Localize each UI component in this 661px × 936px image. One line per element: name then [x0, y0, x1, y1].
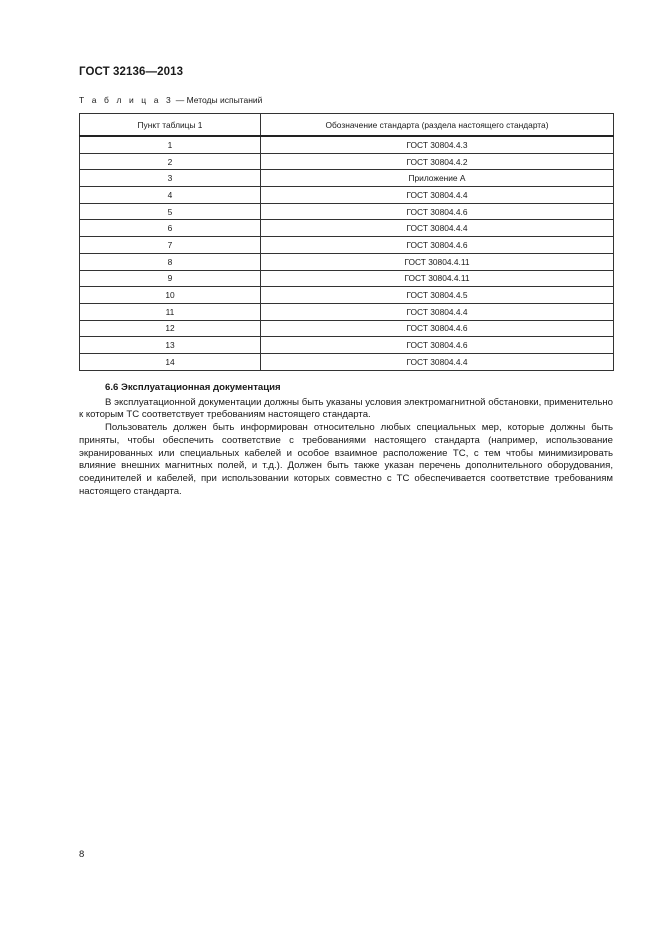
table-caption-label: Т а б л и ц а 3 [79, 95, 174, 105]
cell-standard: ГОСТ 30804.4.5 [261, 287, 614, 304]
cell-clause: 13 [80, 337, 261, 354]
cell-standard: ГОСТ 30804.4.11 [261, 270, 614, 287]
cell-standard: ГОСТ 30804.4.6 [261, 337, 614, 354]
cell-clause: 14 [80, 353, 261, 370]
cell-clause: 2 [80, 153, 261, 170]
cell-standard: ГОСТ 30804.4.3 [261, 136, 614, 153]
cell-standard: Приложение А [261, 170, 614, 187]
section-title: 6.6 Эксплуатационная документация [105, 382, 281, 393]
cell-standard: ГОСТ 30804.4.6 [261, 237, 614, 254]
table-row [80, 153, 614, 170]
cell-standard: ГОСТ 30804.4.4 [261, 303, 614, 320]
table-row [80, 253, 614, 270]
cell-clause: 9 [80, 270, 261, 287]
table-row [80, 220, 614, 237]
table-row [80, 353, 614, 370]
cell-clause: 5 [80, 203, 261, 220]
table-caption-title: — Методы испытаний [173, 95, 263, 105]
table-row [80, 237, 614, 254]
table-row [80, 303, 614, 320]
cell-standard: ГОСТ 30804.4.4 [261, 220, 614, 237]
section-paragraph-2: Пользователь должен быть информирован относительно любых специальных мер, которые должны быть приняты, чтобы обеспечить соответствие с требованиями настоящего стандарта (например, использование экранированных или специальных кабелей и особое взаимное расположение ТС, с тем чтобы минимизировать влияние внешних магнитных полей, и т.д.). Должен быть также указан перечень дополнительного оборудования, соединителей и кабелей, при использовании которых совместно с ТС обеспечивается соответствие требованиям настоящего стандарта. [79, 422, 613, 497]
section-paragraph-1: В эксплуатационной документации должны быть указаны условия электромагнитной обстановки, применительно к которым ТС соответствует требованиям настоящего стандарта. [79, 396, 613, 421]
page-number: 8 [79, 849, 85, 860]
document-id: ГОСТ 32136—2013 [79, 66, 184, 78]
cell-standard: ГОСТ 30804.4.4 [261, 353, 614, 370]
cell-clause: 4 [80, 187, 261, 204]
cell-standard: ГОСТ 30804.4.4 [261, 187, 614, 204]
column-header-clause: Пункт таблицы 1 [80, 114, 261, 137]
test-methods-table [79, 113, 614, 371]
table-row [80, 203, 614, 220]
cell-clause: 3 [80, 170, 261, 187]
table-row [80, 170, 614, 187]
table-caption [79, 95, 262, 105]
cell-clause: 7 [80, 237, 261, 254]
cell-clause: 8 [80, 253, 261, 270]
table-row [80, 320, 614, 337]
section-operational-documentation [79, 382, 613, 498]
cell-clause: 11 [80, 303, 261, 320]
table-body [80, 136, 614, 370]
table-header-row [80, 114, 614, 137]
table-row [80, 337, 614, 354]
table-row [80, 270, 614, 287]
cell-clause: 6 [80, 220, 261, 237]
column-header-standard: Обозначение стандарта (раздела настоящего стандарта) [261, 114, 614, 137]
table-row [80, 187, 614, 204]
cell-standard: ГОСТ 30804.4.6 [261, 320, 614, 337]
cell-clause: 1 [80, 136, 261, 153]
cell-standard: ГОСТ 30804.4.2 [261, 153, 614, 170]
cell-clause: 10 [80, 287, 261, 304]
cell-clause: 12 [80, 320, 261, 337]
cell-standard: ГОСТ 30804.4.6 [261, 203, 614, 220]
cell-standard: ГОСТ 30804.4.11 [261, 253, 614, 270]
table-row [80, 136, 614, 153]
table-row [80, 287, 614, 304]
